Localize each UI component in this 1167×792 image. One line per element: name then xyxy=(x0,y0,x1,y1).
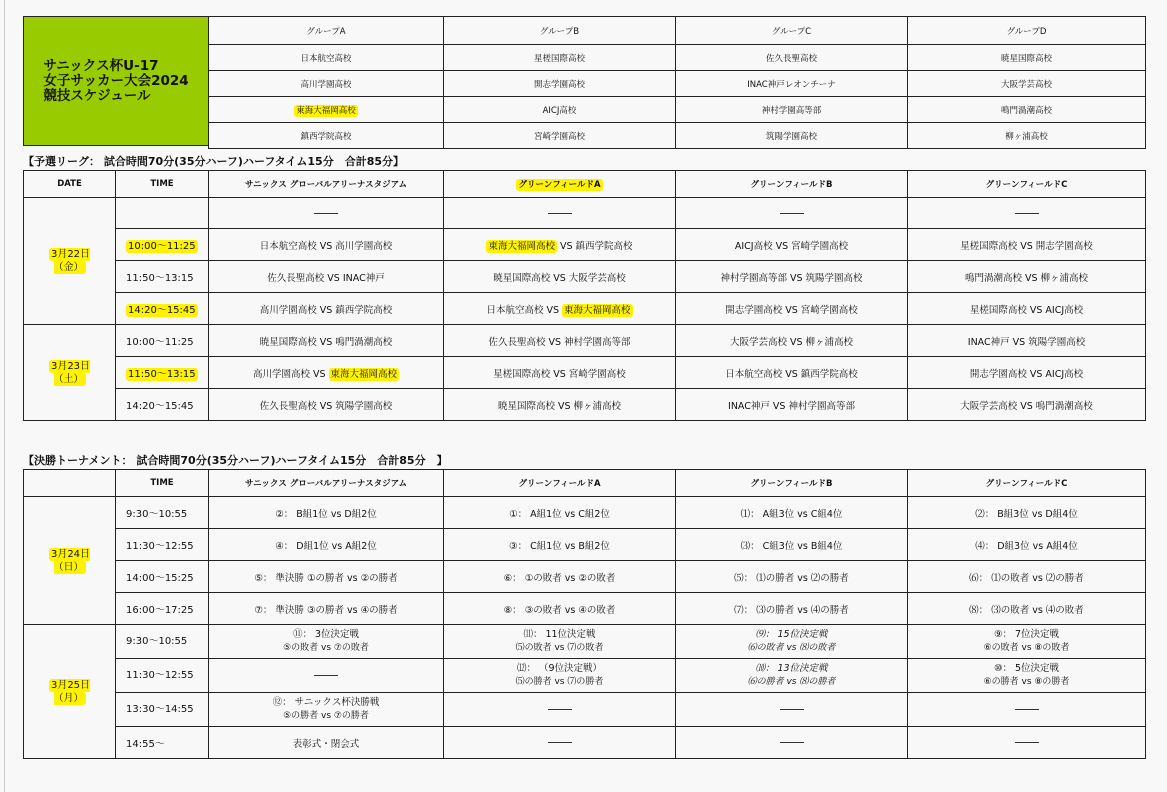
match-cell: 暁星国際高校 VS 大阪学芸高校 xyxy=(444,261,676,293)
match-cell xyxy=(209,625,444,659)
match-cell: 星槎国際高校 VS AICJ高校 xyxy=(908,293,1146,325)
match-title: ⑨： 7位決定戦 xyxy=(993,629,1060,640)
weekday-label: （月） xyxy=(53,692,84,704)
weekday-label: （金） xyxy=(53,262,84,273)
time-cell: 10:00～11:25 xyxy=(116,325,209,357)
groups-table xyxy=(208,16,1146,149)
group-header-a: グループA xyxy=(209,17,444,45)
match-cell: AICJ高校 VS 宮崎学園高校 xyxy=(676,229,908,261)
match-cell: ⑵： B組3位 vs D組4位 xyxy=(908,497,1146,529)
date-label: 3月23日 xyxy=(50,360,91,372)
match-cell: ⑧： ③の敗者 vs ④の敗者 xyxy=(444,593,676,625)
col-header-time: TIME xyxy=(116,171,209,198)
group-team: 日本航空高校 xyxy=(209,45,444,71)
match-cell: ⑸： ⑴の勝者 vs ⑵の勝者 xyxy=(676,561,908,593)
group-team: 鎮西学院高校 xyxy=(209,123,444,149)
match-detail: ⑥の勝者 vs ⑧の勝者 xyxy=(983,677,1070,687)
dash-line xyxy=(314,675,338,676)
match-cell xyxy=(676,659,908,693)
group-team: 鳴門渦潮高校 xyxy=(908,97,1146,123)
group-team: 開志学園高校 xyxy=(444,71,676,97)
match-cell: 開志学園高校 VS AICJ高校 xyxy=(908,357,1146,389)
match-cell xyxy=(444,229,676,261)
match-title: ⑾： 11位決定戦 xyxy=(523,629,596,640)
time-cell: 16:00～17:25 xyxy=(116,593,209,625)
date-label: 3月22日 xyxy=(50,249,91,260)
dash-line xyxy=(548,709,572,710)
match-title: ⑽： 13位決定戦 xyxy=(755,663,828,674)
title-line-1: サニックス杯U-17 xyxy=(43,57,159,74)
match-cell: 星槎国際高校 VS 宮崎学園高校 xyxy=(444,357,676,389)
final-section-title: 【決勝トーナメント： 試合時間70分(35分ハーフ)ハーフタイム15分 合計85分 】 xyxy=(23,454,448,467)
dash-line xyxy=(780,213,804,214)
time-label: 14:20～15:45 xyxy=(128,305,196,316)
match-cell: 大阪学芸高校 VS 鳴門渦潮高校 xyxy=(908,389,1146,421)
match-cell: ⑦： 準決勝 ③の勝者 vs ④の勝者 xyxy=(209,593,444,625)
highlight-mark: グリーンフィールドA xyxy=(518,180,601,190)
match-text: VS 鎮西学院高校 xyxy=(559,240,633,252)
empty-cell xyxy=(676,727,908,759)
group-team: INAC神戸レオンチーナ xyxy=(676,71,908,97)
match-cell: ⑻： ⑶の敗者 vs ⑷の敗者 xyxy=(908,593,1146,625)
time-cell: 11:30～12:55 xyxy=(116,529,209,561)
dash-line xyxy=(548,213,572,214)
title-line-2: 女子サッカー大会2024 xyxy=(43,72,189,89)
match-cell: ⑶： C組3位 vs B組4位 xyxy=(676,529,908,561)
time-cell: 13:30～14:55 xyxy=(116,693,209,727)
highlight-team: 東海大福岡高校 xyxy=(564,304,631,316)
highlight-team: 東海大福岡高校 xyxy=(330,368,398,380)
empty-cell xyxy=(209,198,444,229)
match-cell xyxy=(908,659,1146,693)
col-header-field-b: グリーンフィールドB xyxy=(676,171,908,198)
time-cell: 14:00～15:25 xyxy=(116,561,209,593)
match-cell: 星槎国際高校 VS 開志学園高校 xyxy=(908,229,1146,261)
title-box xyxy=(23,16,209,146)
group-team: 佐久長聖高校 xyxy=(676,45,908,71)
time-label: 11:50～13:15 xyxy=(128,369,196,380)
group-header-c: グループC xyxy=(676,17,908,45)
match-detail: ⑸の敗者 vs ⑺の敗者 xyxy=(515,643,604,653)
match-cell: 暁星国際高校 VS 鳴門渦潮高校 xyxy=(209,325,444,357)
dash-line xyxy=(1015,742,1039,743)
match-cell xyxy=(209,357,444,389)
page-title xyxy=(43,59,188,104)
time-label: 10:00～11:25 xyxy=(128,241,196,252)
col-header-field-b: グリーンフィールドB xyxy=(676,470,908,497)
match-detail: ⑤の勝者 vs ⑦の勝者 xyxy=(283,711,369,721)
col-header-stadium: サニックス グローバルアリーナスタジアム xyxy=(209,470,444,497)
match-detail: ⑤の敗者 vs ⑦の敗者 xyxy=(283,643,369,653)
time-cell xyxy=(116,229,209,261)
time-cell xyxy=(116,293,209,325)
match-text: 高川学園高校 VS xyxy=(252,368,326,380)
empty-cell xyxy=(908,198,1146,229)
match-cell: 高川学園高校 VS 鎮西学院高校 xyxy=(209,293,444,325)
time-cell: 14:20～15:45 xyxy=(116,389,209,421)
group-team: 星槎国際高校 xyxy=(444,45,676,71)
match-cell: ③： C組1位 vs B組2位 xyxy=(444,529,676,561)
match-cell: 日本航空高校 VS 鎮西学院高校 xyxy=(676,357,908,389)
group-team: AICJ高校 xyxy=(444,97,676,123)
time-cell: 11:50～13:15 xyxy=(116,261,209,293)
date-cell xyxy=(24,325,116,421)
match-cell: ⑴： A組3位 vs C組4位 xyxy=(676,497,908,529)
time-cell xyxy=(116,357,209,389)
match-title: ⑫： サニックス杯決勝戦 xyxy=(272,697,380,708)
match-cell xyxy=(209,693,444,727)
date-label: 3月25日 xyxy=(50,679,91,691)
date-cell xyxy=(24,198,116,325)
page-edge xyxy=(4,0,5,792)
weekday-label: （土） xyxy=(53,373,84,385)
group-team: 暁星国際高校 xyxy=(908,45,1146,71)
final-table xyxy=(23,469,1146,759)
match-cell: 大阪学芸高校 VS 柳ヶ浦高校 xyxy=(676,325,908,357)
empty-cell xyxy=(209,659,444,693)
col-header-field-c: グリーンフィールドC xyxy=(908,470,1146,497)
highlight-mark: 東海大福岡高校 xyxy=(296,105,356,116)
date-label: 3月24日 xyxy=(50,548,91,560)
col-header-field-a xyxy=(444,171,676,198)
highlight-team: 東海大福岡高校 xyxy=(488,240,555,252)
col-header-time: TIME xyxy=(116,470,209,497)
date-highlight xyxy=(49,360,90,386)
match-cell: 日本航空高校 VS 高川学園高校 xyxy=(209,229,444,261)
empty-cell xyxy=(444,727,676,759)
match-detail: ⑸の勝者 vs ⑺の勝者 xyxy=(515,677,604,687)
match-detail: ⑥の敗者 vs ⑧の敗者 xyxy=(983,643,1070,653)
match-cell: ⑹： ⑴の敗者 vs ⑵の勝者 xyxy=(908,561,1146,593)
col-header-stadium: サニックス グローバルアリーナスタジアム xyxy=(209,171,444,198)
empty-cell xyxy=(444,198,676,229)
match-cell xyxy=(908,625,1146,659)
match-cell: 鳴門渦潮高校 VS 柳ヶ浦高校 xyxy=(908,261,1146,293)
empty-cell xyxy=(908,727,1146,759)
group-header-b: グループB xyxy=(444,17,676,45)
dash-line xyxy=(780,742,804,743)
date-cell xyxy=(24,625,116,759)
match-detail: ⑹の勝者 vs ⑻の勝者 xyxy=(747,677,836,687)
match-cell: 神村学園高等部 VS 筑陽学園高校 xyxy=(676,261,908,293)
match-title: ⑪： 3位決定戦 xyxy=(292,629,360,640)
empty-cell xyxy=(444,693,676,727)
match-title: ⑿： （9位決定戦） xyxy=(516,663,603,674)
dash-line xyxy=(314,213,338,214)
time-cell-empty xyxy=(116,198,209,229)
match-title: ⑼： 15位決定戦 xyxy=(755,629,828,640)
group-header-d: グループD xyxy=(908,17,1146,45)
group-team: 神村学園高等部 xyxy=(676,97,908,123)
match-cell: 表彰式・閉会式 xyxy=(209,727,444,759)
match-cell: ④： D組1位 vs A組2位 xyxy=(209,529,444,561)
weekday-label: （日） xyxy=(53,561,84,573)
prelim-section-title: 【予選リーグ： 試合時間70分(35分ハーフ)ハーフタイム15分 合計85分】 xyxy=(23,155,405,168)
match-cell: INAC神戸 VS 筑陽学園高校 xyxy=(908,325,1146,357)
match-detail: ⑹の敗者 vs ⑻の敗者 xyxy=(747,643,836,653)
match-cell: ⑤： 準決勝 ①の勝者 vs ②の勝者 xyxy=(209,561,444,593)
empty-cell xyxy=(676,693,908,727)
match-cell: ⑺： ⑶の勝者 vs ⑷の勝者 xyxy=(676,593,908,625)
time-cell: 11:30～12:55 xyxy=(116,659,209,693)
col-header-date: DATE xyxy=(24,171,116,198)
date-highlight xyxy=(49,248,90,274)
match-cell xyxy=(676,625,908,659)
dash-line xyxy=(548,742,572,743)
group-team: 宮崎学園高校 xyxy=(444,123,676,149)
date-cell xyxy=(24,497,116,625)
match-text: 日本航空高校 VS xyxy=(486,304,559,316)
match-cell: ①： A組1位 vs C組2位 xyxy=(444,497,676,529)
match-cell xyxy=(444,625,676,659)
date-highlight xyxy=(49,548,90,574)
group-team-highlighted xyxy=(209,97,444,123)
match-cell: 佐久長聖高校 VS INAC神戸 xyxy=(209,261,444,293)
title-line-3: 競技スケジュール xyxy=(43,87,151,104)
match-cell: INAC神戸 VS 神村学園高等部 xyxy=(676,389,908,421)
match-title: ⑩： 5位決定戦 xyxy=(993,663,1060,674)
col-header-date-empty xyxy=(24,470,116,497)
match-cell xyxy=(444,659,676,693)
time-cell: 14:55～ xyxy=(116,727,209,759)
empty-cell xyxy=(676,198,908,229)
prelim-table xyxy=(23,170,1146,421)
time-cell: 9:30～10:55 xyxy=(116,497,209,529)
match-cell: ②： B組1位 vs D組2位 xyxy=(209,497,444,529)
time-cell: 9:30～10:55 xyxy=(116,625,209,659)
match-cell: 佐久長聖高校 VS 神村学園高等部 xyxy=(444,325,676,357)
match-cell: 暁星国際高校 VS 柳ヶ浦高校 xyxy=(444,389,676,421)
group-team: 柳ヶ浦高校 xyxy=(908,123,1146,149)
match-cell: ⑷： D組3位 vs A組4位 xyxy=(908,529,1146,561)
empty-cell xyxy=(908,693,1146,727)
dash-line xyxy=(1015,213,1039,214)
col-header-field-c: グリーンフィールドC xyxy=(908,171,1146,198)
dash-line xyxy=(1015,709,1039,710)
match-cell xyxy=(444,293,676,325)
group-team: 大阪学芸高校 xyxy=(908,71,1146,97)
date-highlight xyxy=(49,679,90,705)
match-cell: 佐久長聖高校 VS 筑陽学園高校 xyxy=(209,389,444,421)
match-cell: 開志学園高校 VS 宮崎学園高校 xyxy=(676,293,908,325)
group-team: 高川学園高校 xyxy=(209,71,444,97)
group-team: 筑陽学園高校 xyxy=(676,123,908,149)
match-cell: ⑥： ①の敗者 vs ②の敗者 xyxy=(444,561,676,593)
dash-line xyxy=(780,709,804,710)
col-header-field-a: グリーンフィールドA xyxy=(444,470,676,497)
